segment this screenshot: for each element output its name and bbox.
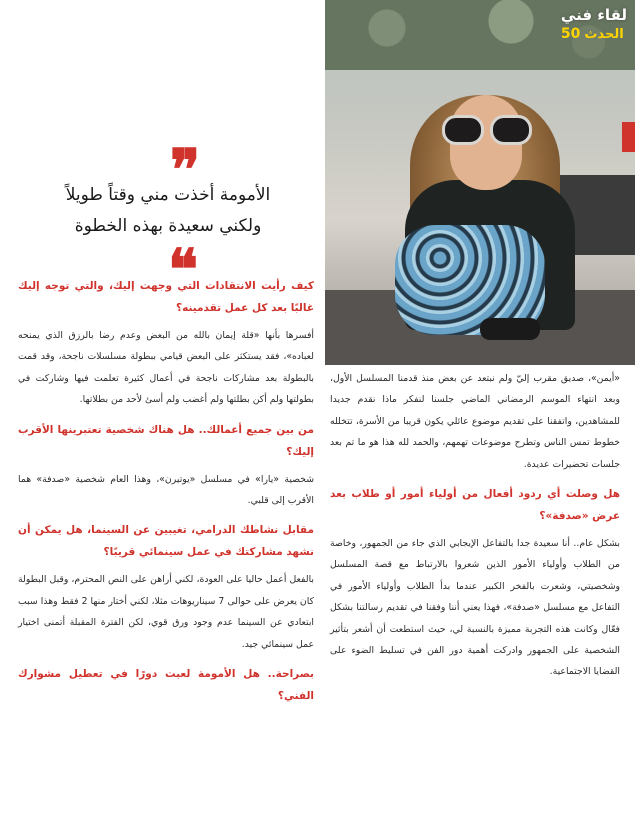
side-accent-mark (622, 122, 635, 152)
interview-question: بصراحة.. هل الأمومة لعبت دورًا في تعطيل مشوارك الفني؟ (18, 668, 314, 703)
interview-answer: شخصية «يارا» في مسلسل «يوتيرن»، وهذا العام شخصية «صدفة» هما الأقرب إلى قلبي. (18, 473, 314, 507)
interview-answer: «أيمن»، صديق مقرب إليّ ولم نبتعد عن بعض منذ قدمنا المسلسل الأول، وبعد انتهاء الموسم الرمضاني الماضي جلسنا لنفكر ماذا نقدم جديدا للمشاهدين، واتفقنا على تقديم موضوع عائلي يكون قريبا من الأسرة، تتخلله خطوط تمس الناس وتطرح موضوعات تهمهم، والحمد لله هذا هو ما تم بعد جلسات تحضيرات عديدة. (330, 373, 620, 470)
sunglasses-icon (438, 115, 534, 145)
pull-quote-line-1: الأمومة أخذت مني وقتاً طويلاً (65, 185, 271, 205)
article-column-left (18, 275, 314, 713)
interview-answer: أفسرها بأنها «قلة إيمان بالله من البعض وعدم رضا بالرزق الذي يمنحه لعباده»، فقد يستكثر على البعض قيامي ببطولة مسلسلات ناجحة، وقد قمت بالبطولة بعد مشاركات ناجحة في أعمال كثيرة تعلمت فيها وشاركت في بطولتها ولم أكن بطلتها ولم أغضب ولم أسئ لأحد من بطلاتها. (18, 330, 314, 406)
pull-quote-line-2: ولكني سعيدة بهذه الخطوة (74, 216, 262, 236)
pull-quote (20, 180, 316, 242)
featured-photo (325, 0, 635, 365)
interview-question: كيف رأيت الانتقادات التي وجهت إليك، والتي توجه إليك غالبًا بعد كل عمل تقدمينه؟ (18, 280, 314, 314)
brand-line (561, 26, 627, 42)
photo-shoe (480, 318, 540, 340)
interview-answer: بالفعل أعمل حاليا على العودة، لكني أراهن على النص المحترم، وقبل البطولة كان يعرض على حوالى 7 سيناريوهات مثلا، لكني أختار منها 2 فقط وهذا سبب ابتعادي عن السينما عدم وجود ورق قوي، لكن الفترة المقبلة أتمنى اختيار عمل سينمائي جيد. (18, 574, 315, 650)
article-column-right (330, 368, 620, 691)
brand-name: الحدث (584, 26, 624, 42)
interview-question: من بين جميع أعمالك.. هل هناك شخصية تعتبرينها الأقرب إليك؟ (18, 423, 314, 458)
interview-question: مقابل نشاطك الدرامي، تغيبين عن السينما، هل يمكن أن نشهد مشاركتك في عمل سينمائي قريبًا؟ (18, 524, 314, 559)
page-number: 50 (560, 26, 581, 42)
quote-open-icon: ❞ (170, 137, 201, 203)
interview-question: هل وصلت أي ردود أفعال من أولياء أمور أو طلاب بعد عرض «صدفة»؟ (330, 488, 620, 523)
quote-close-icon: ❝ (168, 237, 199, 303)
interview-answer: بشكل عام.. أنا سعيدة جدا بالتفاعل الإيجابي الذي جاء من الجمهور، وخاصة من الطلاب وأولياء الأمور الذين شعروا بالارتباط مع قصة المسلسل وشخصيتي، وشعرت بالفخر الكبير عندما بدأ الطلاب وأولياء الأمور في التفاعل مع مسلسل «صدفة»، فهذا يعني أننا وفقنا في تقديم رسالتنا بشكل فعّال وكانت هذه التجربة مميزة بالنسبة لي، حيث استطعت أن أشعر بتأثير الشخصية على الجمهور وادركت أهمية دور الفن في تسليط الضوء على القضايا الاجتماعية. (330, 538, 620, 678)
section-tag (561, 6, 627, 42)
section-label: لقاء فني (560, 6, 627, 24)
